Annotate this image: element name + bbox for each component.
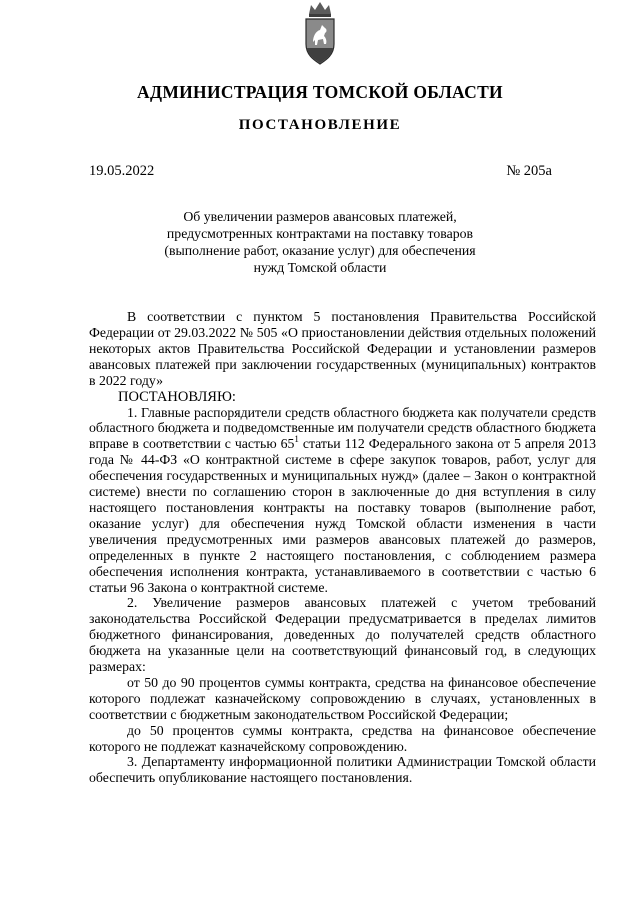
subject-line: нужд Томской области bbox=[253, 260, 387, 275]
paragraph-2-item-b: до 50 процентов суммы контракта, средства на финансовое обеспечение которого не подлежат казначейскому сопровождению. bbox=[89, 722, 596, 754]
subject-line: Об увеличении размеров авансовых платежей, bbox=[183, 209, 457, 224]
paragraph-1-text-a: 1. Главные распорядители средств областного бюджета как получатели средств областного бюджета и подведомственные им получатели средств областного бюджета вправе в соответствии с частью 65 bbox=[89, 404, 596, 452]
subject-line: предусмотренных контрактами на поставку товаров bbox=[166, 226, 474, 241]
document-number: № 205а bbox=[506, 163, 552, 179]
document-type: ПОСТАНОВЛЕНИЕ bbox=[238, 117, 402, 133]
paragraph-1-text-b: статьи 112 Федерального закона от 5 апреля 2013 года № 44-ФЗ «О контрактной системе в сфере закупок товаров, работ, услуг для обеспечения государственных и муниципальных нужд» (далее – Закон о контрактной системе) внести по соглашению сторон в заключенные до дня вступления в силу настоящего постановления контракты на поставку товаров (выполнение работ, оказание услуг) для обеспечения нужд Томской области изменения в части увеличения предусмотренных ими размеров авансовых платежей до размеров, определенных в пункте 2 настоящего постановления, с соблюдением размера обеспечения исполнения контракта, устанавливаемого в соответствии с частью 6 статьи 96 Закона о контрактной системе. bbox=[89, 436, 596, 595]
paragraph-2-item-a: от 50 до 90 процентов суммы контракта, средства на финансовое обеспечение которого подлежат казначейскому сопровождению в случаях, установленных в соответствии с бюджетным законодательством Российской Федерации; bbox=[89, 674, 596, 722]
paragraph-2: 2. Увеличение размеров авансовых платежей с учетом требований законодательства Российской Федерации предусматривается в пределах лимитов бюджетного финансирования, доведенных до получателей средств областного бюджета на указанные цели на соответствующий финансовый год, в следующих размерах: bbox=[89, 595, 596, 675]
document-subject bbox=[160, 208, 480, 276]
organization-name: АДМИНИСТРАЦИЯ ТОМСКОЙ ОБЛАСТИ bbox=[137, 82, 503, 102]
coat-of-arms-emblem bbox=[302, 0, 338, 68]
paragraph-1 bbox=[89, 405, 596, 596]
document-body bbox=[89, 309, 596, 786]
paragraph-3: 3. Департаменту информационной политики Администрации Томской области обеспечить опубликование настоящего постановления. bbox=[89, 754, 596, 786]
preamble-paragraph: В соответствии с пунктом 5 постановления Правительства Российской Федерации от 29.03.2022 № 505 «О приостановлении действия отдельных положений некоторых актов Правительства Российской Федерации и установлении размеров авансовых платежей при заключении государственных (муниципальных) контрактов в 2022 году» bbox=[89, 309, 596, 388]
resolve-heading: ПОСТАНОВЛЯЮ: bbox=[118, 388, 236, 405]
subject-line: (выполнение работ, оказание услуг) для обеспечения bbox=[164, 243, 476, 258]
document-date: 19.05.2022 bbox=[89, 163, 155, 179]
superscript-index: 1 bbox=[294, 434, 299, 445]
